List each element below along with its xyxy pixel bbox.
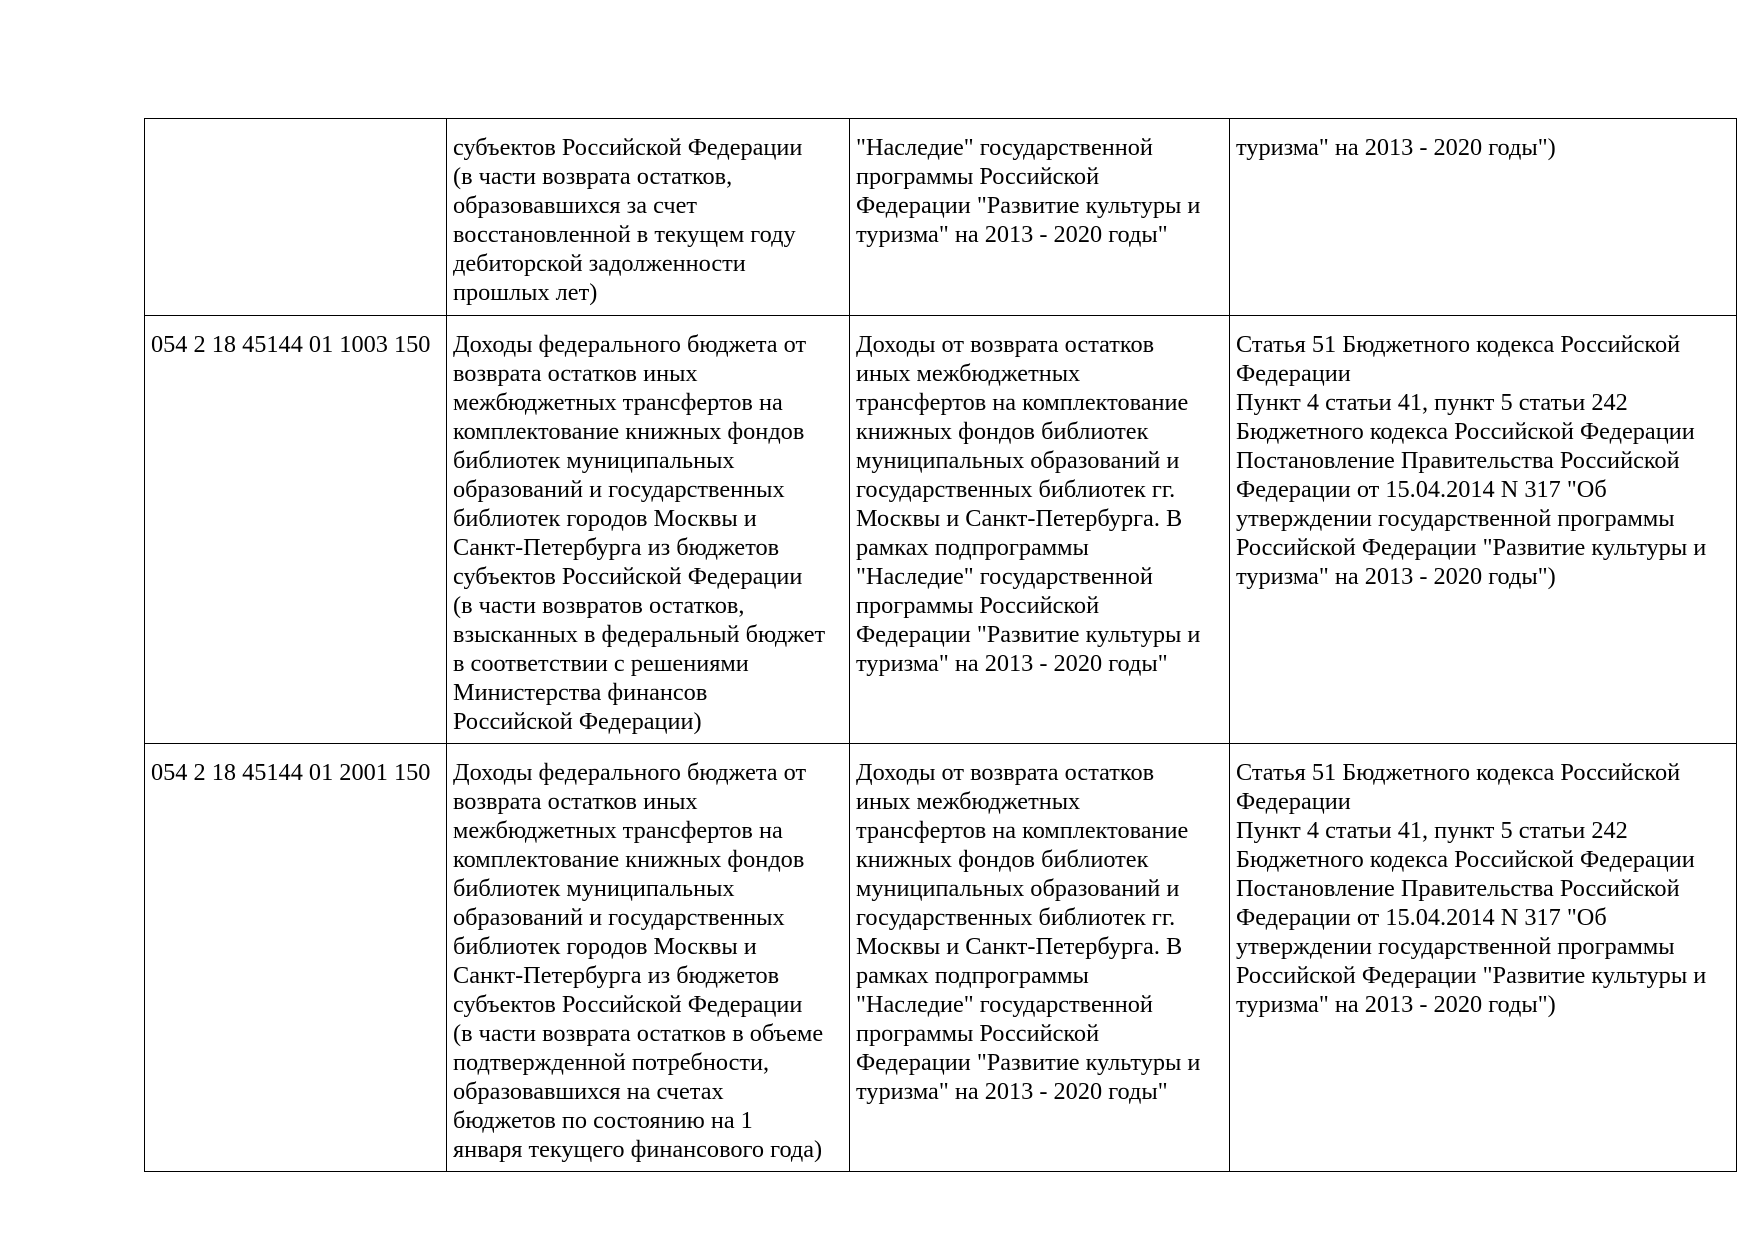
- revenue-code-cell: 054 2 18 45144 01 1003 150: [145, 316, 447, 744]
- revenue-description-cell: субъектов Российской Федерации (в части возврата остатков, образовавшихся за счет восстановленной в текущем году дебиторской задолженности прошлых лет): [447, 119, 850, 316]
- revenue-name-cell: Доходы от возврата остатков иных межбюджетных трансфертов на комплектование книжных фондов библиотек муниципальных образований и государственных библиотек гг. Москвы и Санкт-Петербурга. В рамках подпрограммы "Наследие" государственной программы Российской Федерации "Развитие культуры и туризма" на 2013 - 2020 годы": [850, 316, 1230, 744]
- revenue-code-cell: [145, 119, 447, 316]
- table-row: [145, 316, 1737, 744]
- legal-basis-cell: Статья 51 Бюджетного кодекса Российской Федерации Пункт 4 статьи 41, пункт 5 статьи 242 Бюджетного кодекса Российской Федерации Постановление Правительства Российской Федерации от 15.04.2014 N 317 "Об утверждении государственной программы Российской Федерации "Развитие культуры и туризма" на 2013 - 2020 годы"): [1230, 316, 1737, 744]
- revenue-description-cell: Доходы федерального бюджета от возврата остатков иных межбюджетных трансфертов на комплектование книжных фондов библиотек муниципальных образований и государственных библиотек городов Москвы и Санкт-Петербурга из бюджетов субъектов Российской Федерации (в части возврата остатков в объеме подтвержденной потребности, образовавшихся на счетах бюджетов по состоянию на 1 января текущего финансового года): [447, 744, 850, 1172]
- budget-revenue-table: [144, 118, 1737, 1172]
- legal-basis-cell: Статья 51 Бюджетного кодекса Российской Федерации Пункт 4 статьи 41, пункт 5 статьи 242 Бюджетного кодекса Российской Федерации Постановление Правительства Российской Федерации от 15.04.2014 N 317 "Об утверждении государственной программы Российской Федерации "Развитие культуры и туризма" на 2013 - 2020 годы"): [1230, 744, 1737, 1172]
- revenue-code-cell: 054 2 18 45144 01 2001 150: [145, 744, 447, 1172]
- revenue-description-cell: Доходы федерального бюджета от возврата остатков иных межбюджетных трансфертов на комплектование книжных фондов библиотек муниципальных образований и государственных библиотек городов Москвы и Санкт-Петербурга из бюджетов субъектов Российской Федерации (в части возвратов остатков, взысканных в федеральный бюджет в соответствии с решениями Министерства финансов Российской Федерации): [447, 316, 850, 744]
- table-row: [145, 119, 1737, 316]
- legal-basis-cell: туризма" на 2013 - 2020 годы"): [1230, 119, 1737, 316]
- table-row: [145, 744, 1737, 1172]
- revenue-name-cell: Доходы от возврата остатков иных межбюджетных трансфертов на комплектование книжных фондов библиотек муниципальных образований и государственных библиотек гг. Москвы и Санкт-Петербурга. В рамках подпрограммы "Наследие" государственной программы Российской Федерации "Развитие культуры и туризма" на 2013 - 2020 годы": [850, 744, 1230, 1172]
- revenue-name-cell: "Наследие" государственной программы Российской Федерации "Развитие культуры и туризма" на 2013 - 2020 годы": [850, 119, 1230, 316]
